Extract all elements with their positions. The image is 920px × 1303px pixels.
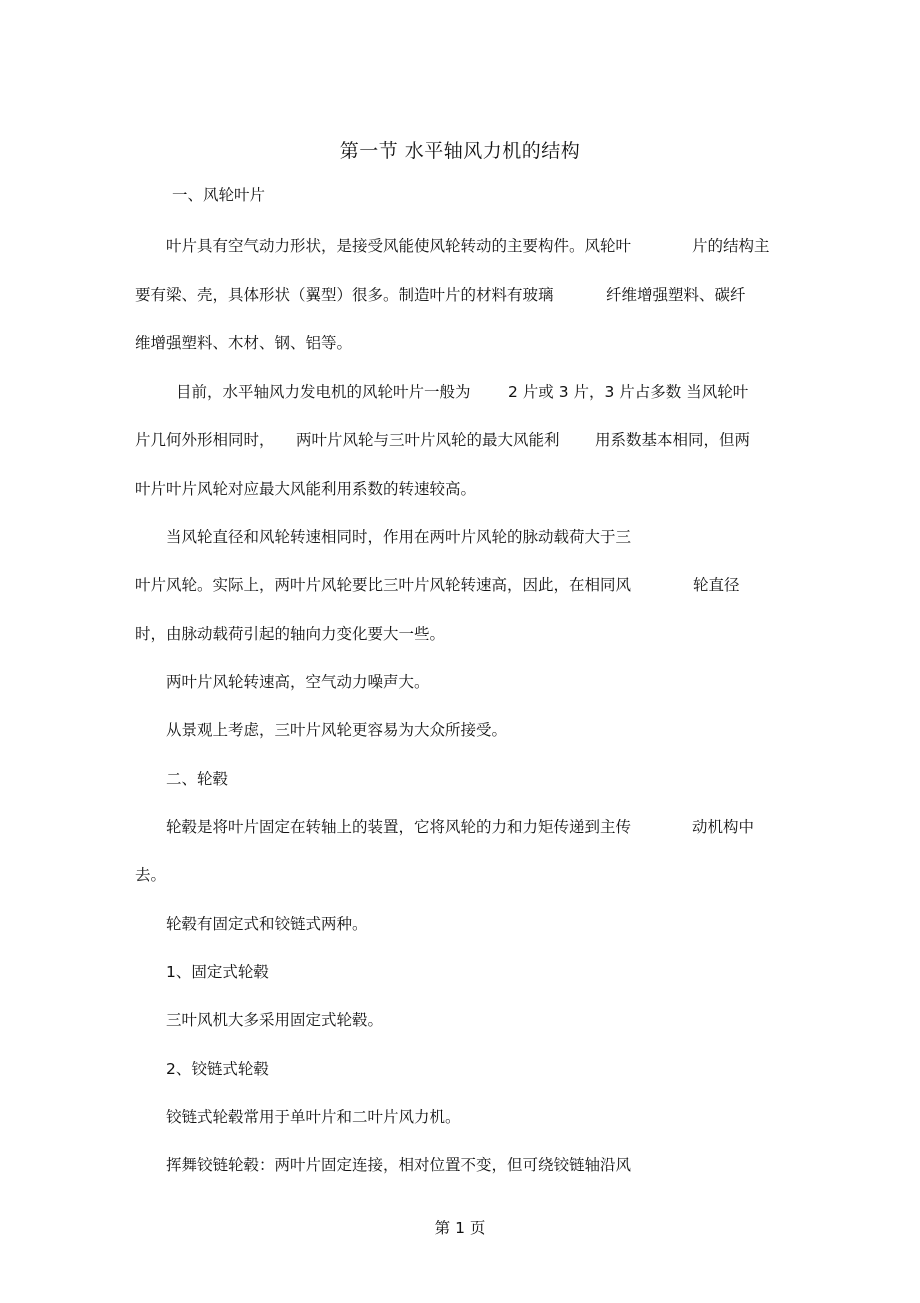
page-number: 第 1 页 — [434, 1219, 486, 1237]
section-heading-hub: 二、轮毂 — [166, 770, 229, 788]
paragraph-line: 叶片具有空气动力形状，是接受风能使风轮转动的主要构件。风轮叶 — [166, 237, 632, 255]
section-heading-blades: 一、风轮叶片 — [172, 186, 266, 204]
paragraph-line: 用系数基本相同，但两 — [595, 431, 751, 449]
paragraph-line: 片几何外形相同时， — [135, 431, 275, 449]
paragraph-line: 铰链式轮毂常用于单叶片和二叶片风力机。 — [166, 1108, 461, 1126]
subheading-hinged-hub: 2、铰链式轮毂 — [166, 1060, 269, 1078]
paragraph-line: 轮直径 — [693, 576, 740, 594]
paragraph-line: 动机构中 — [692, 818, 755, 836]
paragraph-line: 轮毂是将叶片固定在转轴上的装置，它将风轮的力和力矩传递到主传 — [166, 818, 632, 836]
paragraph-line: 从景观上考虑，三叶片风轮更容易为大众所接受。 — [166, 721, 508, 739]
paragraph-line: 两叶片风轮与三叶片风轮的最大风能利 — [296, 431, 560, 449]
paragraph-line: 时，由脉动载荷引起的轴向力变化要大一些。 — [135, 625, 446, 643]
paragraph-line: 纤维增强塑料、碳纤 — [606, 286, 746, 304]
subheading-fixed-hub: 1、固定式轮毂 — [166, 963, 269, 981]
paragraph-line: 维增强塑料、木材、钢、铝等。 — [135, 334, 353, 352]
paragraph-line: 当风轮直径和风轮转速相同时，作用在两叶片风轮的脉动载荷大于三 — [166, 528, 632, 546]
paragraph-line: 2 片或 3 片，3 片占多数 当风轮叶 — [508, 383, 749, 401]
paragraph-line: 两叶片风轮转速高，空气动力噪声大。 — [166, 673, 430, 691]
paragraph-line: 叶片叶片风轮对应最大风能利用系数的转速较高。 — [135, 480, 477, 498]
page-title: 第一节 水平轴风力机的结构 — [339, 140, 581, 162]
paragraph-line: 挥舞铰链轮毂：两叶片固定连接，相对位置不变，但可绕铰链轴沿风 — [166, 1156, 632, 1174]
paragraph-line: 轮毂有固定式和铰链式两种。 — [166, 915, 368, 933]
paragraph-line: 去。 — [135, 866, 167, 884]
paragraph-line: 目前，水平轴风力发电机的风轮叶片一般为 — [176, 383, 471, 401]
paragraph-line: 三叶风机大多采用固定式轮毂。 — [166, 1011, 384, 1029]
paragraph-line: 片的结构主 — [692, 237, 770, 255]
paragraph-line: 叶片风轮。实际上，两叶片风轮要比三叶片风轮转速高，因此，在相同风 — [135, 576, 632, 594]
paragraph-line: 要有梁、壳，具体形状（翼型）很多。制造叶片的材料有玻璃 — [135, 286, 554, 304]
